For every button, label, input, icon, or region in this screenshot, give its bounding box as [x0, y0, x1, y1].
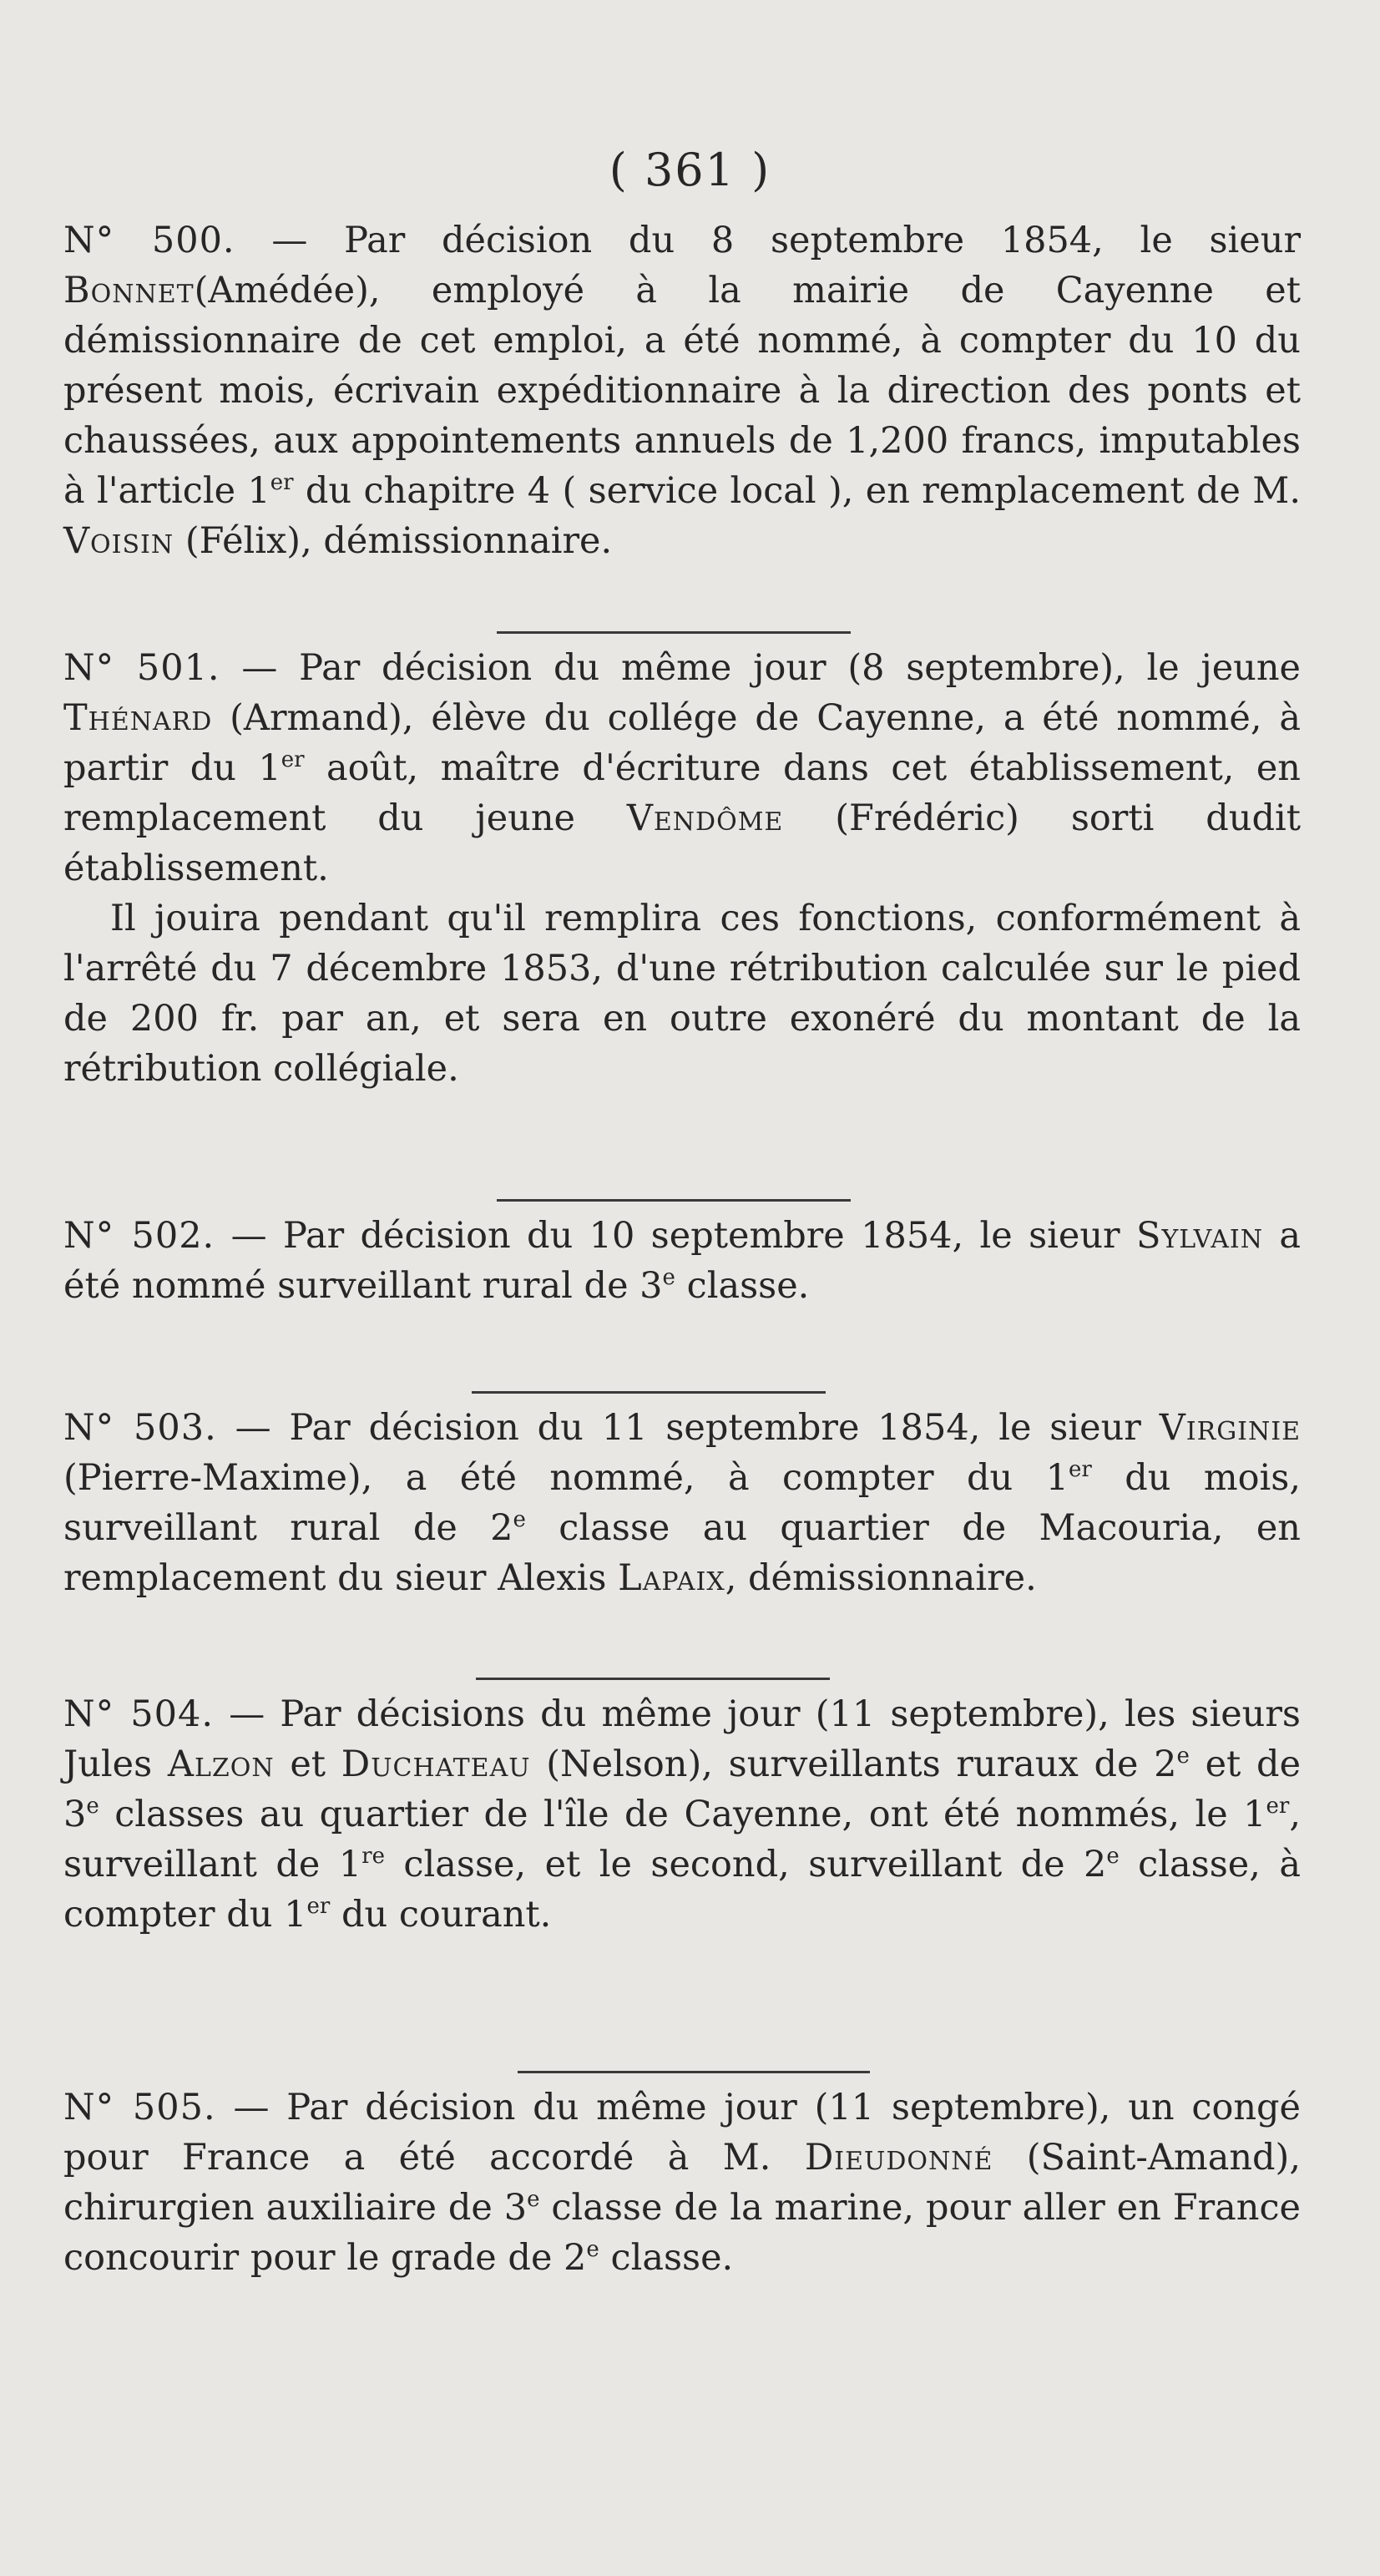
person-name: Sylvain [1135, 1215, 1264, 1257]
entry-501-paragraph-2: Il jouira pendant qu'il remplira ces fonctions, conformément à l'arrêté du 7 décembre 1853, d'une rétribution calculée sur le pied de 200 fr. par an, et sera en outre exonéré du montant de la rétribution collégiale. [63, 898, 1301, 1090]
entry-text: classe au quartier de Macouria, en remplacement du sieur Alexis [63, 1507, 1301, 1599]
entry-text: , démissionnaire. [725, 1557, 1037, 1599]
separator-rule [497, 631, 851, 634]
superscript: er [306, 1894, 331, 1919]
entry-text: et de 3 [63, 1743, 1302, 1835]
entry-text: du mois, surveillant rural de 2 [63, 1457, 1301, 1549]
entry-dash: — [235, 1407, 271, 1449]
separator-rule [497, 1199, 851, 1202]
entry-number: N° 502. [63, 1215, 215, 1257]
entry-lead: Par décision du même jour (8 septembre), le jeune [299, 647, 1301, 689]
entry-number: N° 505. [63, 2087, 216, 2128]
person-name: Lapaix [618, 1557, 725, 1599]
entry-text: classe, à compter du 1 [63, 1844, 1301, 1936]
separator-rule [472, 1391, 826, 1394]
entry-text: du chapitre 4 ( service local ), en remplacement de M. [293, 470, 1301, 512]
entry-lead: Par décision du 8 septembre 1854, le sieur [344, 220, 1302, 261]
entry-text: du courant. [330, 1894, 552, 1936]
page-number: ( 361 ) [609, 144, 771, 196]
separator-rule [518, 2071, 870, 2073]
entry-text: classe. [675, 1265, 810, 1307]
entry-504 [63, 1689, 1301, 1940]
entry-501 [63, 643, 1301, 1094]
entry-500-text [63, 215, 1301, 566]
person-name: Thénard [63, 697, 213, 739]
entry-text: (Armand), élève du collége de Cayenne, a été nommé, à partir du 1 [63, 697, 1301, 789]
superscript: er [281, 747, 305, 772]
entry-500 [63, 215, 1301, 566]
entry-504-text [63, 1689, 1301, 1940]
entry-lead: Par décision du 10 septembre 1854, le sieur [282, 1215, 1120, 1257]
superscript: er [1266, 1794, 1290, 1819]
person-name: Alzon [167, 1743, 275, 1785]
person-name: Bonnet [63, 270, 195, 311]
person-name: Vendôme [626, 797, 784, 839]
entry-text: classe. [599, 2237, 734, 2279]
superscript: e [513, 1507, 526, 1532]
entry-text: (Frédéric) sorti dudit établissement. [63, 797, 1302, 889]
entry-505 [63, 2083, 1301, 2283]
person-name: Dieudonné [804, 2137, 993, 2179]
superscript: e [1106, 1844, 1120, 1869]
entry-502-text [63, 1211, 1301, 1311]
superscript: er [270, 470, 294, 495]
entry-text: (Nelson), surveillants ruraux de 2 [546, 1743, 1177, 1785]
entry-number: N° 503. [63, 1407, 217, 1449]
superscript: re [361, 1844, 385, 1869]
superscript: e [1176, 1743, 1190, 1769]
entry-number: N° 501. [63, 647, 220, 689]
superscript: e [86, 1794, 99, 1819]
entry-dash: — [229, 1693, 265, 1735]
entry-505-text [63, 2083, 1301, 2283]
superscript: e [586, 2237, 599, 2262]
superscript: e [662, 1265, 675, 1290]
entry-text: (Saint-Amand), chirurgien auxiliaire de 3 [63, 2137, 1302, 2229]
entry-text: (Amédée), employé à la mairie de Cayenne et démissionnaire de cet emploi, a été nommé, à compter du 10 du présent mois, écrivain expéditionnaire à la direction des ponts et chaussées, aux appointements annuels de 1,200 francs, imputables à l'article 1 [63, 270, 1301, 512]
separator-rule [476, 1678, 830, 1680]
entry-lead: Par décision du 11 septembre 1854, le sieur [289, 1407, 1141, 1449]
entry-text: classe de la marine, pour aller en France concourir pour le grade de 2 [63, 2187, 1301, 2279]
superscript: e [527, 2187, 540, 2212]
superscript: er [1068, 1457, 1092, 1482]
person-name: Duchateau [341, 1743, 531, 1785]
entry-text: classes au quartier de l'île de Cayenne, ont été nommés, le 1 [99, 1794, 1266, 1835]
entry-dash: — [271, 220, 308, 261]
entry-text: classe, et le second, surveillant de 2 [384, 1844, 1107, 1885]
entry-text: , surveillant de 1 [63, 1794, 1301, 1885]
entry-text: (Félix), démissionnaire. [185, 520, 613, 562]
entry-lead: Par décisions du même jour (11 septembre), les sieurs Jules [63, 1693, 1302, 1785]
entry-501-text [63, 643, 1301, 893]
entry-503 [63, 1403, 1301, 1603]
entry-number: N° 500. [63, 220, 235, 261]
entry-502 [63, 1211, 1301, 1311]
person-name: Virginie [1159, 1407, 1302, 1449]
entry-text: et [290, 1743, 326, 1785]
entry-lead: Par décision du même jour (11 septembre), un congé pour France a été accordé à M. [63, 2087, 1301, 2179]
entry-dash: — [230, 1215, 267, 1257]
entry-dash: — [241, 647, 278, 689]
entry-text: août, maître d'écriture dans cet établissement, en remplacement du jeune [63, 747, 1301, 839]
entry-text: (Pierre-Maxime), a été nommé, à compter du 1 [63, 1457, 1069, 1499]
entry-dash: — [233, 2087, 270, 2128]
entry-text: a été nommé surveillant rural de 3 [63, 1215, 1302, 1307]
entry-number: N° 504. [63, 1693, 215, 1735]
entry-503-text [63, 1403, 1301, 1603]
person-name: Voisin [63, 520, 174, 562]
